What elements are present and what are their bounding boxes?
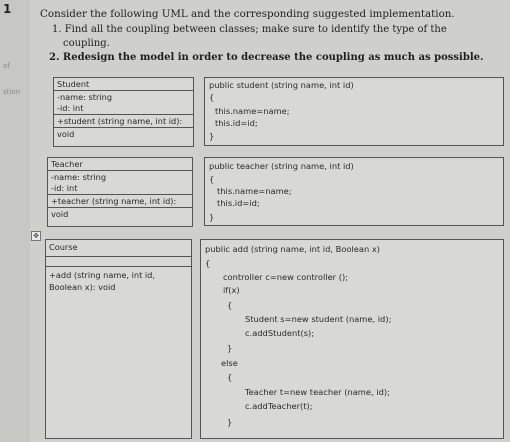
code-line: } [227,343,233,353]
uml-method-return: void [51,209,69,219]
uml-attribute: -id: int [54,102,193,115]
uml-method-return: void [57,129,75,139]
uml-class-name: Student [54,78,193,91]
code-teacher-constructor [204,157,504,226]
code-line: } [209,212,215,222]
code-student-constructor [204,77,504,146]
uml-attribute: -name: string [57,92,113,102]
uml-class-name: Course [46,240,191,257]
uml-method: +add (string name, int id, [49,270,155,280]
code-line: this.name=name; [215,106,290,116]
uml-method-return: Boolean x): void [49,282,116,292]
left-margin [0,0,30,442]
code-line: this.name=name; [217,186,292,196]
code-line: controller c=new controller (); [223,272,349,282]
uml-method: +student (string name, int id): [54,115,193,128]
question-number: 1 [3,2,12,16]
code-add-method [200,239,504,439]
code-line: { [227,372,233,382]
uml-method: +teacher (string name, int id): [48,195,192,208]
margin-label: of [3,62,10,70]
table-move-handle-icon[interactable]: ✥ [31,231,41,241]
code-line: c.addTeacher(t); [245,401,313,411]
uml-class-student [53,77,194,147]
code-line: public add (string name, int id, Boolean x) [205,244,381,254]
uml-attribute: -id: int [48,182,192,195]
code-line: c.addStudent(s); [245,328,315,338]
code-line: { [209,92,215,102]
margin-label: stion [3,88,21,96]
uml-class-course [45,239,192,439]
question-intro: Consider the following UML and the corresponding suggested implementation. [40,8,455,20]
code-line: { [205,258,211,268]
code-line: this.id=id; [215,118,258,128]
code-line: public student (string name, int id) [209,80,354,90]
uml-attributes-empty [46,257,191,267]
uml-class-teacher [47,157,193,227]
question-item-2: 2. Redesign the model in order to decrease the coupling as much as possible. [49,52,484,63]
code-line: else [221,358,238,368]
code-line: Student s=new student (name, id); [245,314,392,324]
code-line: { [227,300,233,310]
uml-attribute: -name: string [51,172,107,182]
question-item-1-cont: coupling. [63,38,110,49]
uml-class-name: Teacher [48,158,192,171]
code-line: { [209,174,215,184]
code-line: } [209,131,215,141]
code-line: this.id=id; [217,198,260,208]
question-item-1: 1. Find all the coupling between classes; make sure to identify the type of the [52,24,447,35]
code-line: } [227,417,233,427]
code-line: if(x) [223,285,240,295]
code-line: Teacher t=new teacher (name, id); [245,387,390,397]
code-line: public teacher (string name, int id) [209,161,354,171]
